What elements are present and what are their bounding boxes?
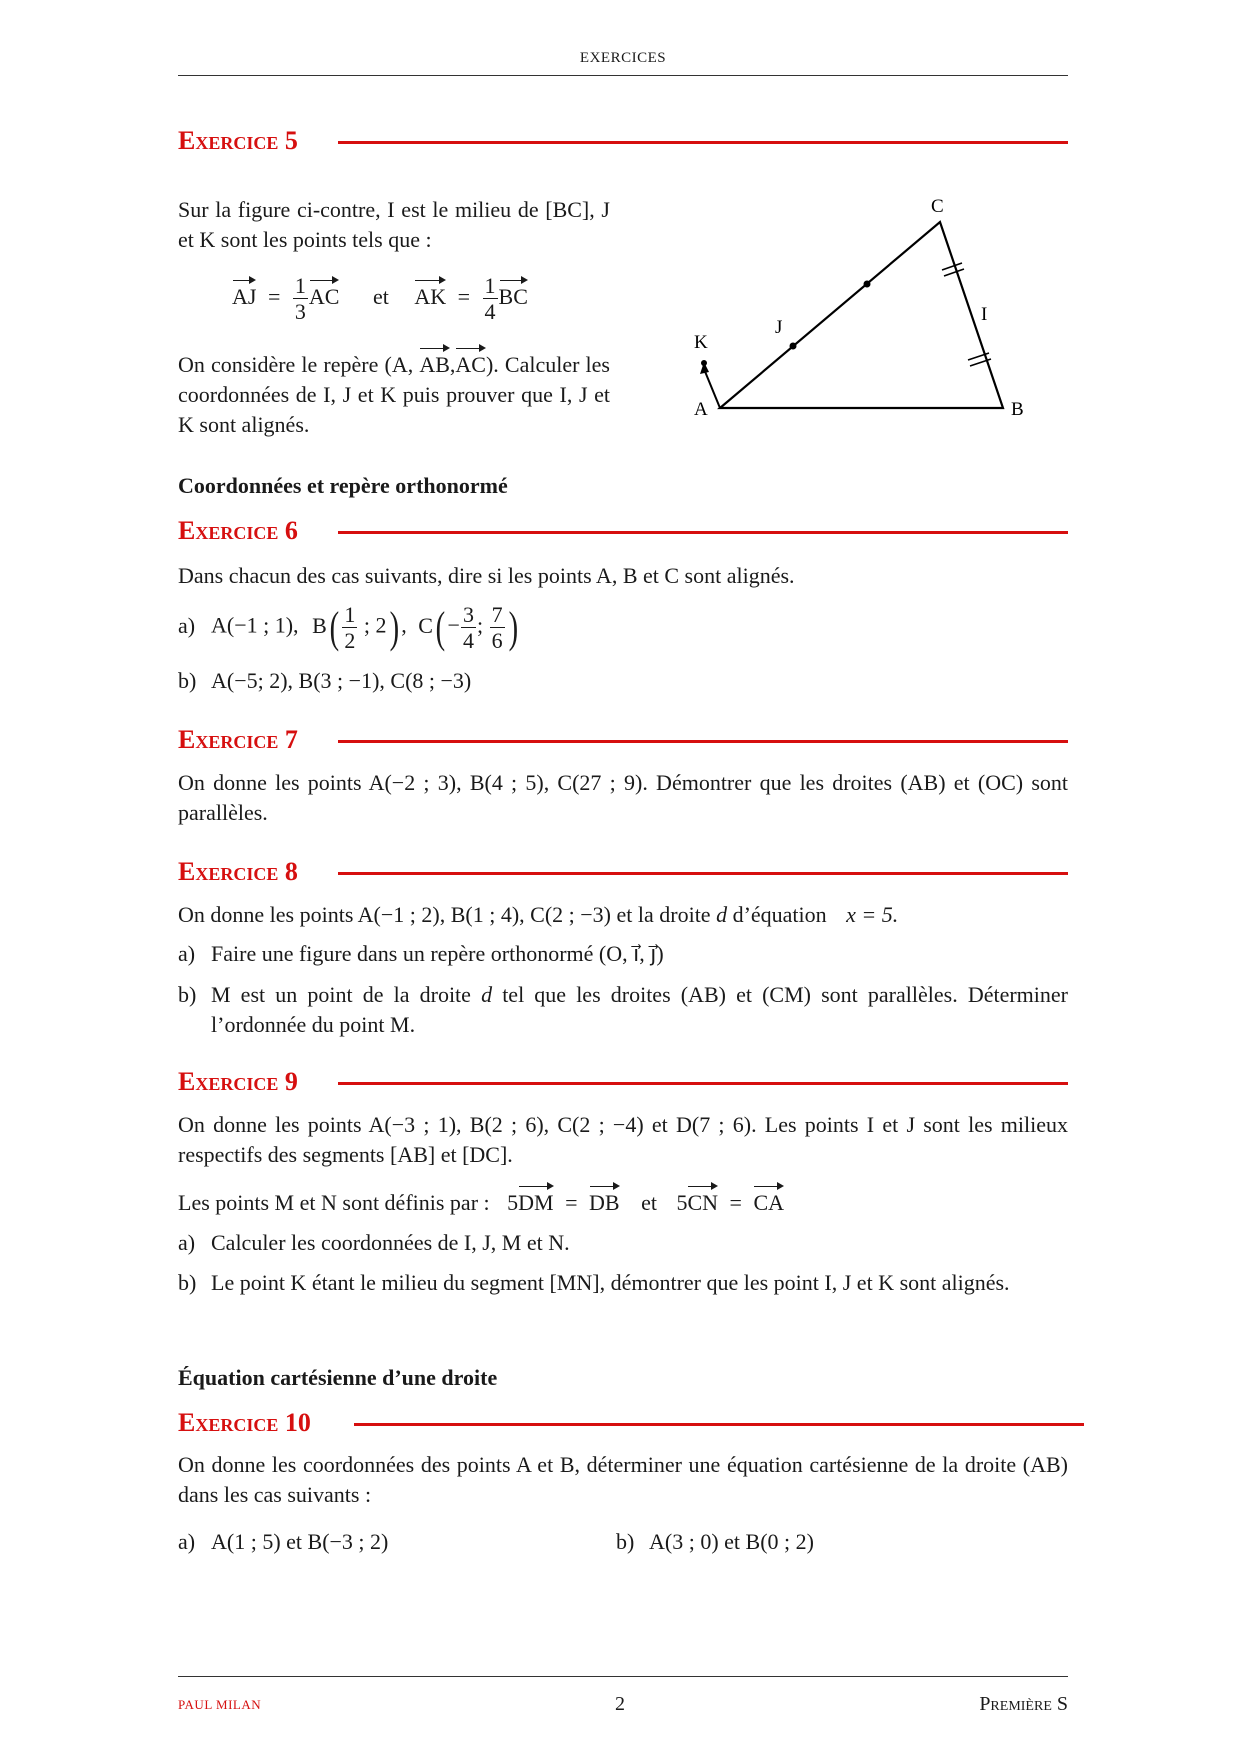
label-a: A — [694, 399, 708, 420]
vector-ac-2: AC — [455, 350, 486, 380]
exercise-8-text: On donne les points A(−1 ; 2), B(1 ; 4), C(2 ; −3) et la droite d d’équation x = 5. — [178, 902, 899, 927]
exercise-5-title: Exercice 5 — [178, 126, 298, 155]
exercise-8-item-a: a) Faire une figure dans un repère orthonormé (O, ı⃗, ȷ⃗) — [178, 941, 664, 966]
fraction-three-quarters: $\frac{3}{4}$ — [462, 602, 474, 653]
exercise-6-title: Exercice 6 — [178, 516, 298, 545]
exercise-7-rule — [338, 740, 1068, 743]
exercise-6-text: Dans chacun des cas suivants, dire si les points A, B et C sont alignés. — [178, 563, 795, 588]
label-k: K — [694, 332, 708, 353]
triangle-figure — [680, 190, 1050, 430]
fraction-one-third: $\frac{1}{3}$ — [294, 273, 306, 324]
exercise-5-rule — [338, 141, 1068, 144]
exercise-8-item-b: b) M est un point de la droite d tel que les droites (AB) et (CM) sont parallèles. Déterminer l’ordonnée du point M. — [178, 982, 1068, 1037]
exercise-5-formula: AJ = $\frac{1}{3}$ AC et AK = $\frac{1}{4}$ BC — [232, 273, 528, 324]
exercise-10-item-b: b) A(3 ; 0) et B(0 ; 2) — [616, 1529, 814, 1554]
exercise-9-definition: Les points M et N sont définis par : 5DM = DB et 5CN = CA — [178, 1188, 784, 1218]
vector-db: DB — [589, 1188, 620, 1218]
point-j — [790, 343, 797, 350]
header-rule — [178, 75, 1068, 76]
point-k — [701, 360, 707, 366]
exercise-9-title: Exercice 9 — [178, 1067, 298, 1096]
label-c: C — [931, 196, 944, 217]
exercise-8-rule — [338, 872, 1068, 875]
exercise-5-intro: Sur la figure ci-contre, I est le milieu de [BC], J et K sont les points tels que : — [178, 197, 610, 252]
footer-rule — [178, 1676, 1068, 1677]
page-number: 2 — [615, 1693, 625, 1715]
label-j: J — [775, 317, 783, 338]
fraction-seven-sixths: $\frac{7}{6}$ — [491, 602, 503, 653]
exercise-10-title: Exercice 10 — [178, 1408, 311, 1437]
triangle-abc — [720, 222, 1003, 408]
exercise-9-text: On donne les points A(−3 ; 1), B(2 ; 6), C(2 ; −4) et D(7 ; 6). Les points I et J sont les milieux respectifs des segments [AB] et [DC]. — [178, 1112, 1068, 1167]
exercise-6-item-a: a) A(−1 ; 1), B( $\frac{1}{2}$ ; 2) , C( − $\frac{3}{4}$ ; $\frac{7}{6}$ ) — [178, 602, 518, 653]
vector-ca: CA — [753, 1188, 784, 1218]
page-header: EXERCICES — [579, 50, 667, 66]
vector-bc: BC — [499, 282, 528, 312]
exercise-6-item-b: b) A(−5; 2), B(3 ; −1), C(8 ; −3) — [178, 668, 472, 693]
exercise-7-title: Exercice 7 — [178, 725, 298, 754]
point-third — [864, 281, 871, 288]
vector-ab: AB — [419, 350, 450, 380]
footer-course: Première S — [979, 1693, 1068, 1715]
fraction-one-half: $\frac{1}{2}$ — [344, 602, 356, 653]
section-heading-coordinates: Coordonnées et repère orthonormé — [178, 473, 508, 498]
vector-ac: AC — [309, 282, 340, 312]
exercise-9-rule — [338, 1082, 1068, 1085]
vector-cn: CN — [687, 1188, 718, 1218]
fraction-one-quarter: $\frac{1}{4}$ — [484, 273, 496, 324]
section-heading-equation: Équation cartésienne d’une droite — [178, 1365, 498, 1390]
exercise-9-item-a: a) Calculer les coordonnées de I, J, M et N. — [178, 1230, 570, 1255]
label-b: B — [1011, 399, 1024, 420]
exercise-10-item-a: a) A(1 ; 5) et B(−3 ; 2) — [178, 1529, 389, 1554]
exercise-10-text: On donne les coordonnées des points A et B, déterminer une équation cartésienne de la droite (AB) dans les cas suivants : — [178, 1452, 1068, 1507]
exercise-6-rule — [338, 531, 1068, 534]
footer-author: PAUL MILAN — [178, 1697, 262, 1712]
label-i: I — [981, 304, 988, 325]
vector-aj: AJ — [232, 282, 256, 312]
exercise-9-item-b: b) Le point K étant le milieu du segment [MN], démontrer que les point I, J et K sont alignés. — [178, 1270, 1010, 1295]
tick-marks-ci — [942, 263, 964, 276]
exercise-8-title: Exercice 8 — [178, 857, 298, 886]
vector-dm: DM — [518, 1188, 553, 1218]
exercise-5-question: On considère le repère (A, AB,AC). Calculer les coordonnées de I, J et K puis prouver que I, J et K sont alignés. — [178, 352, 610, 437]
exercise-10-rule — [354, 1423, 1084, 1426]
vector-ak: AK — [414, 282, 446, 312]
exercise-7-text: On donne les points A(−2 ; 3), B(4 ; 5), C(27 ; 9). Démontrer que les droites (AB) et (OC) sont parallèles. — [178, 770, 1068, 825]
